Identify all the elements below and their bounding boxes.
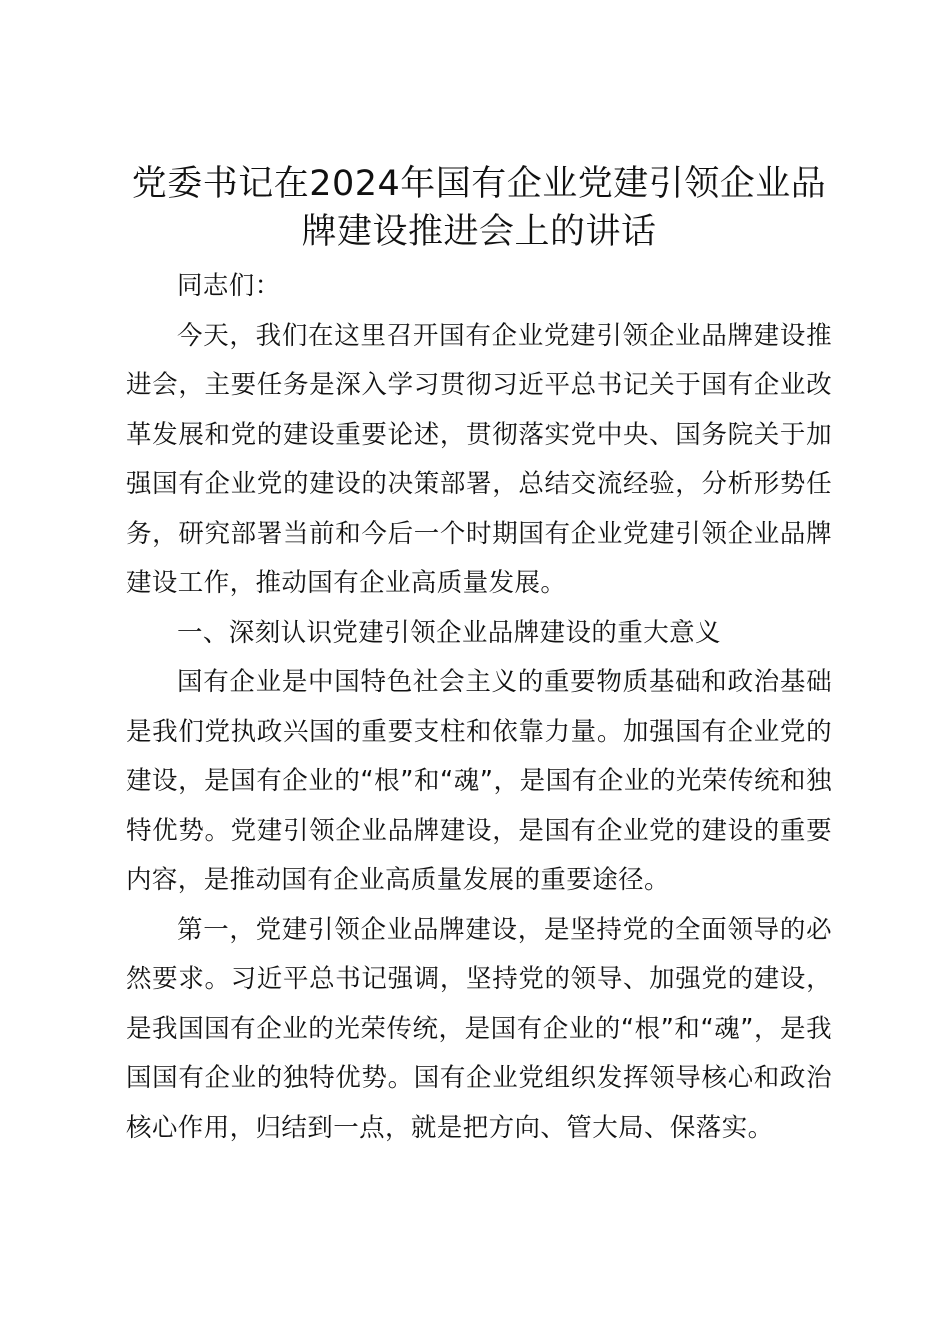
document-title: 党委书记在2024年国有企业党建引领企业品牌建设推进会上的讲话 bbox=[131, 164, 827, 252]
paragraph-first-point: 第一，党建引领企业品牌建设，是坚持党的全面领导的必然要求。习近平总书记强调，坚持党的领导、加强党的建设，是我国国有企业的光荣传统，是国有企业的“根”和“魂”，是我国国有企业的独特优势。国有企业党组织发挥领导核心和政治核心作用，归结到一点，就是把方向、管大局、保落实。 bbox=[126, 914, 832, 1143]
document-page bbox=[126, 160, 832, 1153]
paragraph-significance: 国有企业是中国特色社会主义的重要物质基础和政治基础是我们党执政兴国的重要支柱和依靠力量。加强国有企业党的建设，是国有企业的“根”和“魂”，是国有企业的光荣传统和独特优势。党建引领企业品牌建设，是国有企业党的建设的重要内容，是推动国有企业高质量发展的重要途径。 bbox=[126, 667, 832, 895]
paragraph-intro: 今天，我们在这里召开国有企业党建引领企业品牌建设推进会，主要任务是深入学习贯彻习近平总书记关于国有企业改革发展和党的建设重要论述，贯彻落实党中央、国务院关于加强国有企业党的建设的决策部署，总结交流经验，分析形势任务，研究部署当前和今后一个时期国有企业党建引领企业品牌建设工作，推动国有企业高质量发展。 bbox=[126, 320, 832, 598]
salutation: 同志们： bbox=[177, 271, 281, 301]
section-heading-1: 一、深刻认识党建引领企业品牌建设的重大意义 bbox=[177, 617, 721, 648]
